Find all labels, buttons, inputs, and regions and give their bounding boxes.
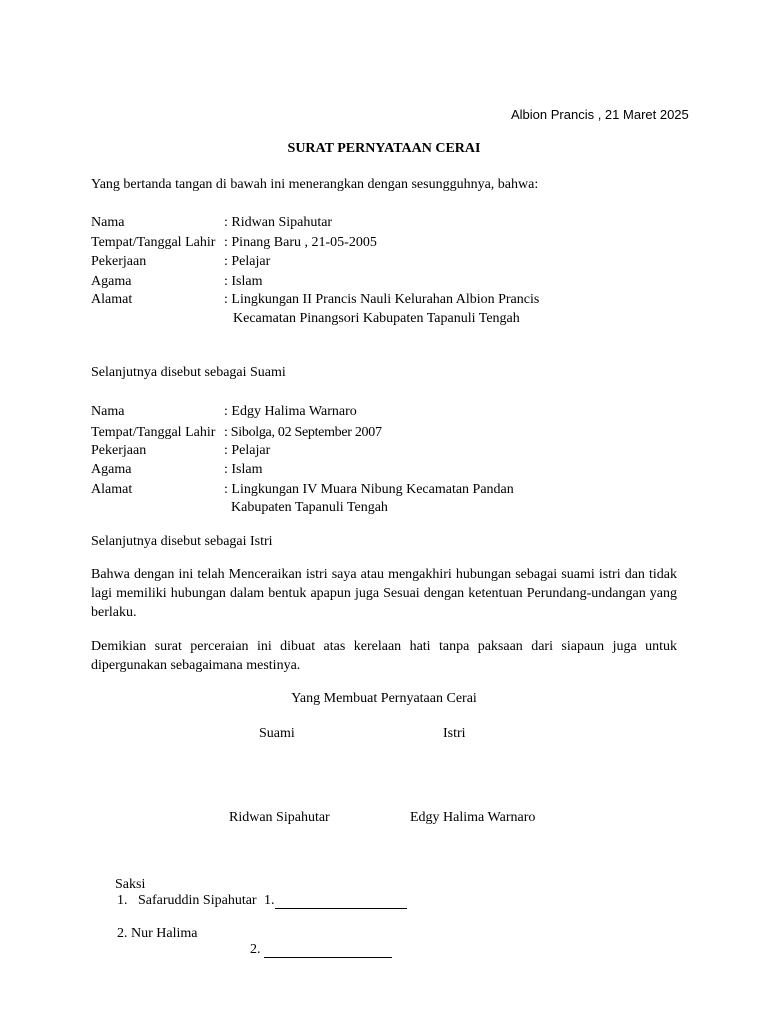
label-ttl: Tempat/Tanggal Lahir bbox=[91, 235, 216, 250]
party2-designation: Selanjutnya disebut sebagai Istri bbox=[91, 534, 273, 549]
witness-1-signature-line bbox=[275, 894, 407, 909]
party2-alamat-line1: : Lingkungan IV Muara Nibung Kecamatan Pandan bbox=[224, 482, 514, 497]
signature-heading: Yang Membuat Pernyataan Cerai bbox=[291, 691, 477, 706]
statement-paragraph: Bahwa dengan ini telah Menceraikan istri saya atau mengakhiri hubungan sebagai suami istri dan tidak lagi memiliki hubungan dalam bentuk apapun juga Sesuai dengan ketentuan Perundang-undangan yang berlaku. bbox=[91, 567, 677, 620]
witness-item-2-name: 2. Nur Halima bbox=[117, 926, 198, 941]
party1-alamat-line2: Kecamatan Pinangsori Kabupaten Tapanuli Tengah bbox=[233, 311, 520, 326]
witness-item-1-number: 1. bbox=[117, 893, 128, 908]
witness-item-2-sign bbox=[250, 941, 392, 958]
label-agama: Agama bbox=[91, 274, 132, 289]
label-pekerjaan: Pekerjaan bbox=[91, 254, 147, 269]
witness-item-1-name: Safaruddin Sipahutar bbox=[138, 893, 257, 908]
party2-agama: : Islam bbox=[224, 462, 263, 477]
party1-alamat-line1: : Lingkungan II Prancis Nauli Kelurahan Albion Prancis bbox=[224, 292, 540, 307]
witness-item-1-sign bbox=[264, 892, 407, 909]
witness-item-2-line-number: 2. bbox=[250, 942, 261, 957]
label-agama: Agama bbox=[91, 462, 132, 477]
signature-name-istri: Edgy Halima Warnaro bbox=[410, 810, 536, 825]
party2-alamat-line2: Kabupaten Tapanuli Tengah bbox=[231, 500, 388, 515]
signature-role-istri: Istri bbox=[443, 726, 466, 741]
document-title: SURAT PERNYATAAN CERAI bbox=[287, 141, 481, 156]
place-date: Albion Prancis , 21 Maret 2025 bbox=[511, 107, 689, 122]
signature-role-suami: Suami bbox=[259, 726, 295, 741]
label-alamat: Alamat bbox=[91, 292, 133, 307]
party2-ttl: : Sibolga, 02 September 2007 bbox=[224, 425, 382, 440]
party2-pekerjaan: : Pelajar bbox=[224, 443, 271, 458]
witness-item-1-line-number: 1. bbox=[264, 893, 275, 908]
party1-ttl: : Pinang Baru , 21-05-2005 bbox=[224, 235, 377, 250]
intro-text: Yang bertanda tangan di bawah ini menerangkan dengan sesungguhnya, bahwa: bbox=[91, 177, 539, 192]
closing-paragraph: Demikian surat perceraian ini dibuat atas kerelaan hati tanpa paksaan dari siapaun juga untuk dipergunakan sebagaimana mestinya. bbox=[91, 639, 677, 673]
witness-heading: Saksi bbox=[115, 877, 146, 892]
label-alamat: Alamat bbox=[91, 482, 133, 497]
witness-2-signature-line bbox=[264, 943, 392, 958]
label-pekerjaan: Pekerjaan bbox=[91, 443, 147, 458]
party1-pekerjaan: : Pelajar bbox=[224, 254, 271, 269]
party1-nama: : Ridwan Sipahutar bbox=[224, 215, 333, 230]
signature-name-suami: Ridwan Sipahutar bbox=[229, 810, 330, 825]
label-nama: Nama bbox=[91, 404, 125, 419]
label-nama: Nama bbox=[91, 215, 125, 230]
party1-designation: Selanjutnya disebut sebagai Suami bbox=[91, 365, 286, 380]
party1-agama: : Islam bbox=[224, 274, 263, 289]
party2-nama: : Edgy Halima Warnaro bbox=[224, 404, 357, 419]
label-ttl: Tempat/Tanggal Lahir bbox=[91, 425, 216, 440]
